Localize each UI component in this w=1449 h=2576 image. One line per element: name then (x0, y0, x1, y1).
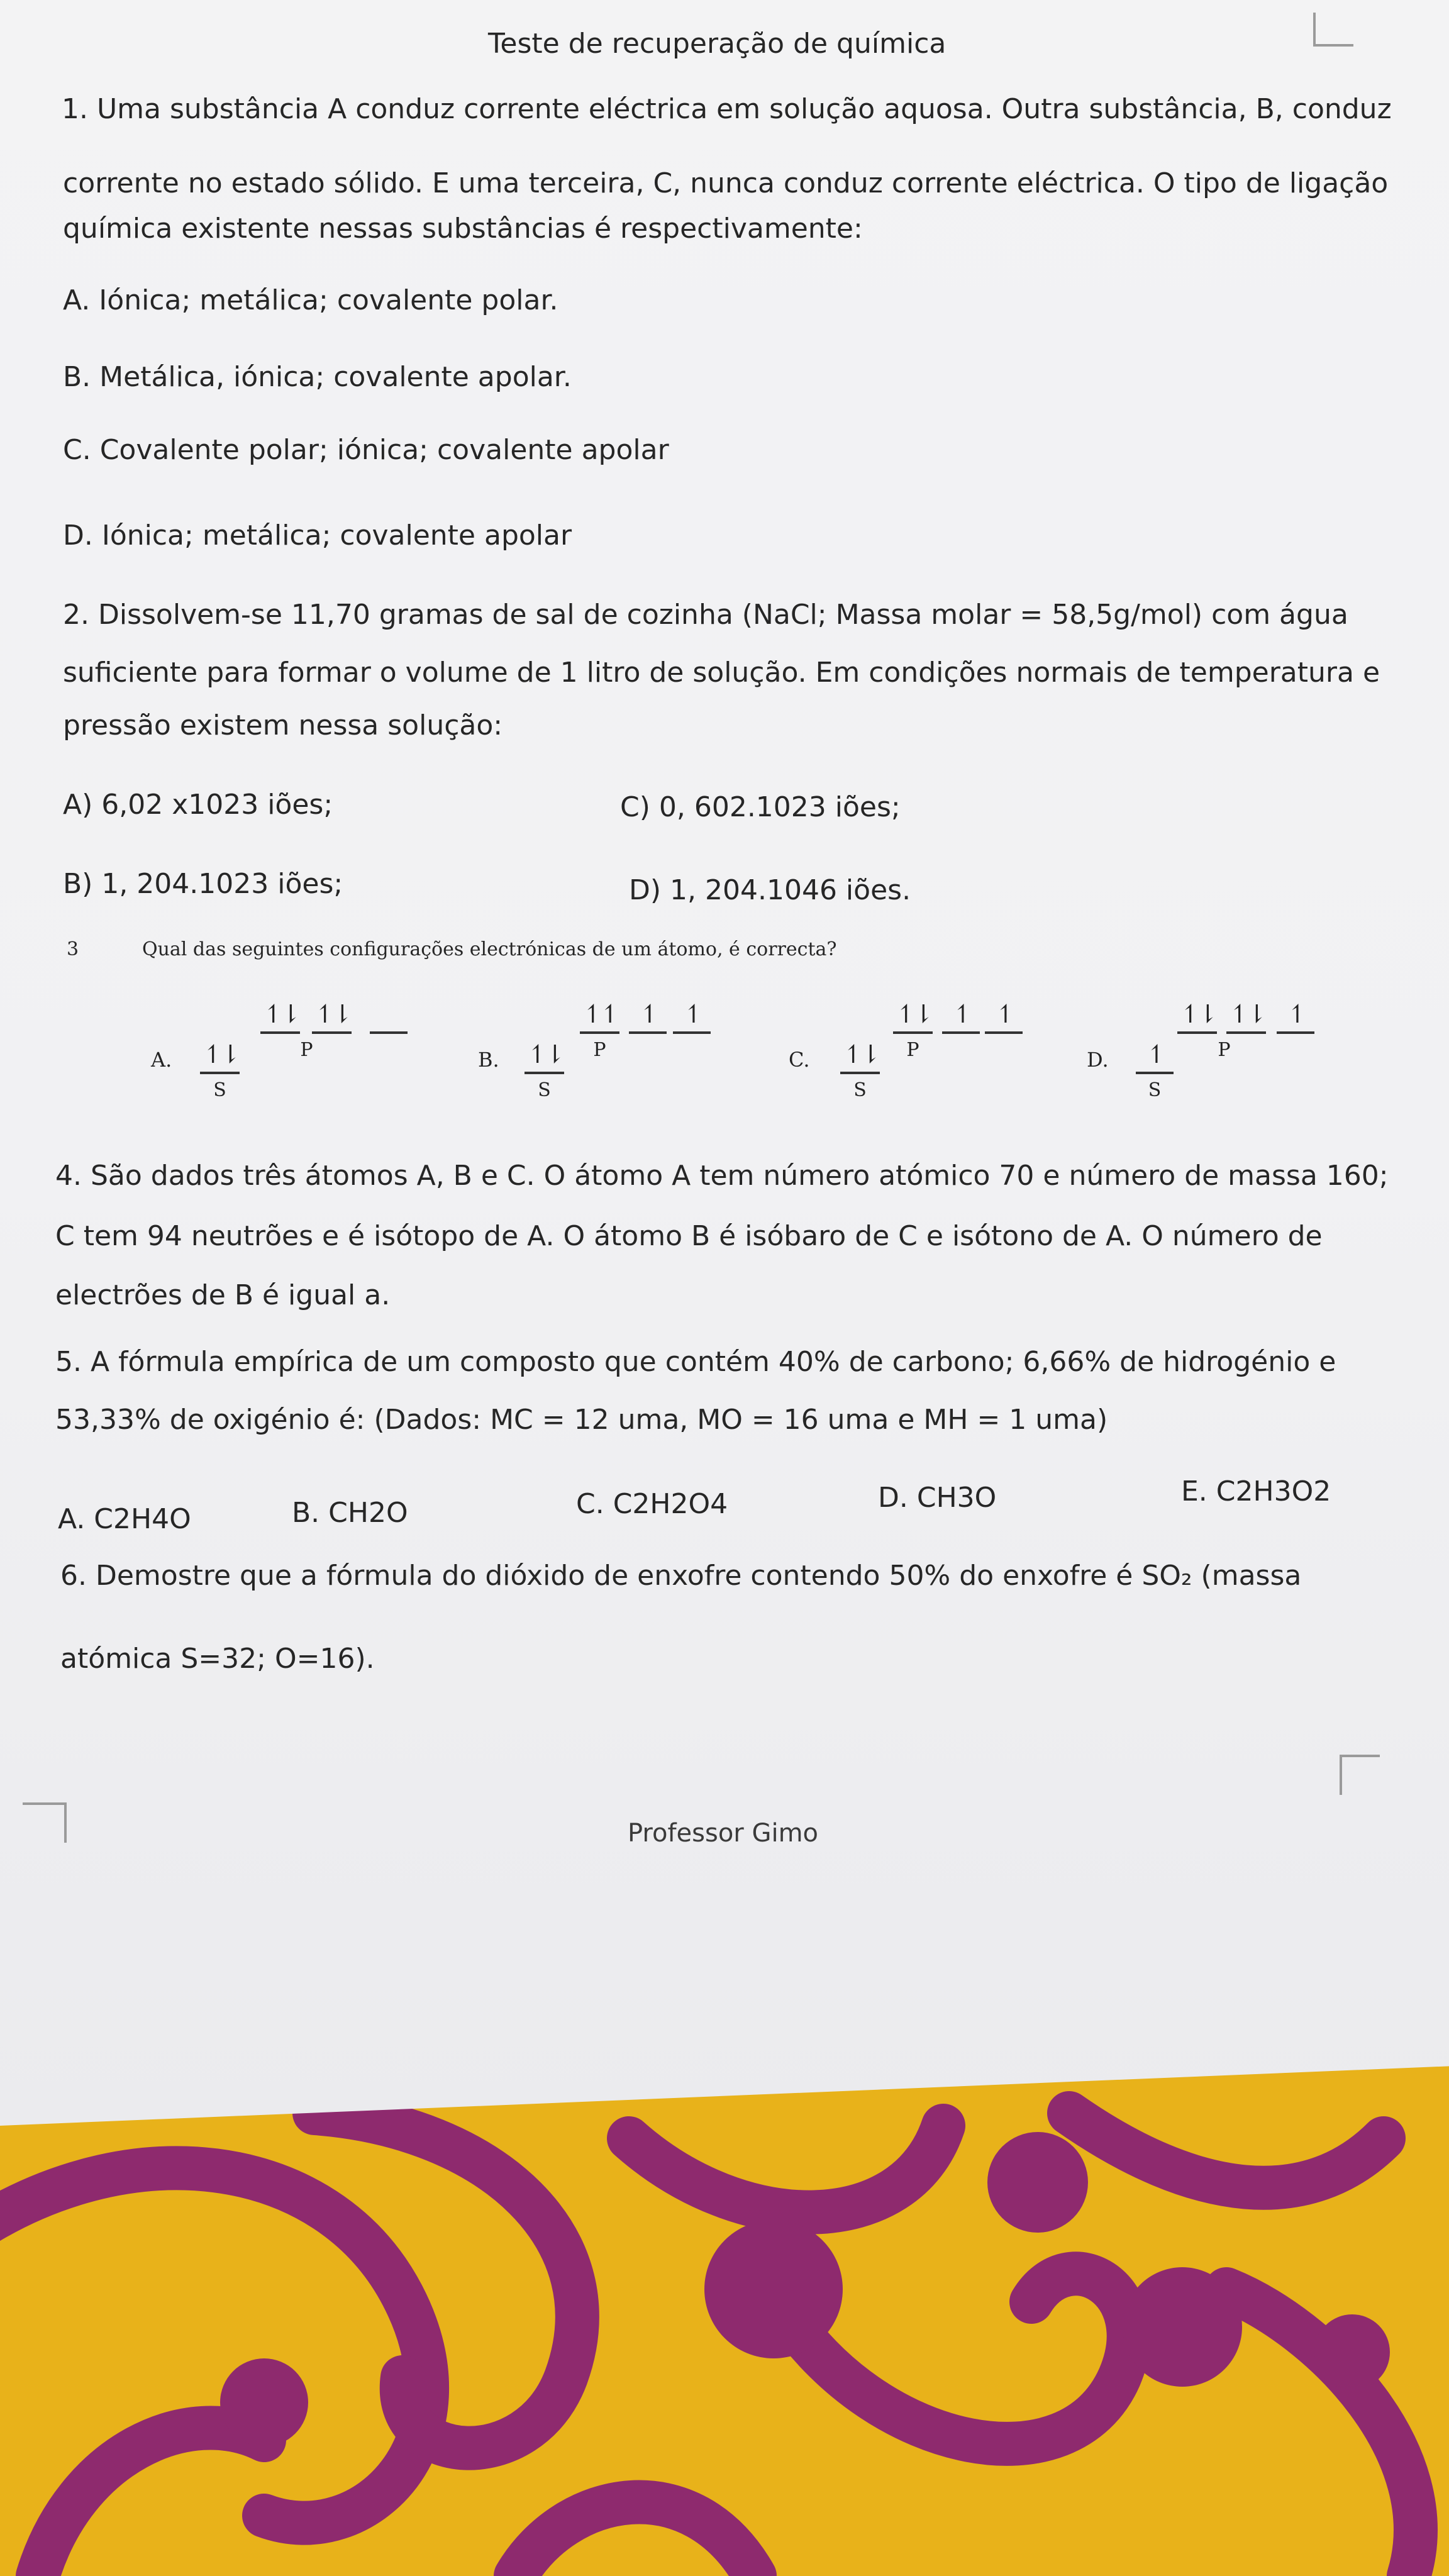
q3-d-s-box (1136, 1040, 1174, 1101)
p-label: P (300, 1039, 313, 1061)
q3-option-b-label: B. (478, 1048, 499, 1072)
q3-option-a-label: A. (151, 1048, 172, 1072)
q2-option-b: B) 1, 204.1023 iões; (63, 868, 343, 900)
q3-d-p3-arrows: ↿ (1277, 1000, 1314, 1034)
q2-line3: pressão existem nessa solução: (63, 709, 503, 741)
q3-b-p1-arrows: ↿↿ (580, 1000, 619, 1034)
q5-option-c: C. C2H2O4 (576, 1488, 728, 1520)
q3-c-p1-box (893, 1000, 933, 1061)
p-label: P (906, 1039, 919, 1061)
q3-a-s-arrows: ↿⇂ (200, 1040, 240, 1074)
s-label: S (1148, 1079, 1162, 1101)
q3-b-p2-box (629, 1000, 667, 1034)
s-label: S (853, 1079, 867, 1101)
q3-d-p1-arrows: ↿⇂ (1177, 1000, 1217, 1034)
q3-b-s-arrows: ↿⇂ (525, 1040, 564, 1074)
q3-c-p3-box (985, 1000, 1023, 1034)
q3-c-p2-arrows: ↿ (942, 1000, 980, 1034)
q1-option-b: B. Metálica, iónica; covalente apolar. (63, 361, 572, 393)
q6-line2: atómica S=32; O=16). (60, 1643, 375, 1675)
q3-a-p1-arrows: ↿⇂ (260, 1000, 300, 1034)
q5-option-b: B. CH2O (292, 1497, 408, 1529)
q3-b-p3-arrows: ↿ (673, 1000, 711, 1034)
q3-d-p2-arrows: ↿⇂ (1226, 1000, 1266, 1034)
q3-number: 3 (67, 938, 79, 960)
q1-line1: 1. Uma substância A conduz corrente eléctrica em solução aquosa. Outra substância, B, conduz (62, 93, 1392, 125)
corner-mark (23, 1802, 67, 1843)
q3-c-p1-arrows: ↿⇂ (893, 1000, 933, 1034)
q3-c-p3-arrows: ↿ (985, 1000, 1023, 1034)
q3-a-p3-box (370, 1000, 408, 1036)
q1-line3: química existente nessas substâncias é respectivamente: (63, 213, 863, 245)
corner-mark (1313, 13, 1353, 47)
q3-d-p3-box (1277, 1000, 1314, 1034)
q3-a-p3-arrows (370, 1000, 408, 1034)
q3-a-s-box (200, 1040, 240, 1101)
q5-line1: 5. A fórmula empírica de um composto que contém 40% de carbono; 6,66% de hidrogénio e (55, 1346, 1336, 1378)
q3-b-p1-box (580, 1000, 619, 1061)
q5-option-d: D. CH3O (878, 1482, 997, 1514)
q1-option-c: C. Covalente polar; iónica; covalente apolar (63, 434, 669, 466)
q4-line3: electrões de B é igual a. (55, 1279, 391, 1311)
p-label: P (1218, 1039, 1231, 1061)
p-label: P (593, 1039, 606, 1061)
q3-c-s-arrows: ↿⇂ (840, 1040, 880, 1074)
q3-b-s-box (525, 1040, 564, 1101)
q6-line1: 6. Demostre que a fórmula do dióxido de enxofre contendo 50% do enxofre é SO₂ (massa (60, 1560, 1302, 1592)
q5-option-a: A. C2H4O (58, 1503, 191, 1535)
signature: Professor Gimo (628, 1819, 819, 1848)
q2-line2: suficiente para formar o volume de 1 litro de solução. Em condições normais de temperatura e (63, 657, 1380, 689)
q3-option-c-label: C. (789, 1048, 810, 1072)
q3-a-p2-arrows: ↿⇂ (312, 1000, 352, 1034)
q2-option-a: A) 6,02 x1023 iões; (63, 789, 333, 821)
q3-d-p2-box (1218, 1000, 1266, 1061)
q3-c-s-box (840, 1040, 880, 1101)
q3-b-p3-box (673, 1000, 711, 1034)
q1-line2: corrente no estado sólido. E uma terceira, C, nunca conduz corrente eléctrica. O tipo de ligação (63, 167, 1389, 199)
q3-a-p1-box (260, 1000, 300, 1034)
page-title: Teste de recuperação de química (488, 28, 947, 60)
corner-mark (1340, 1755, 1380, 1795)
q2-line1: 2. Dissolvem-se 11,70 gramas de sal de cozinha (NaCl; Massa molar = 58,5g/mol) com água (63, 599, 1348, 631)
q5-option-e: E. C2H3O2 (1181, 1475, 1331, 1507)
q3-a-p2-box (300, 1000, 352, 1061)
q2-option-c: C) 0, 602.1023 iões; (620, 791, 901, 823)
q3-b-p2-arrows: ↿ (629, 1000, 667, 1034)
q1-option-a: A. Iónica; metálica; covalente polar. (63, 284, 558, 316)
q1-option-d: D. Iónica; metálica; covalente apolar (63, 519, 572, 552)
q3-option-d-label: D. (1087, 1048, 1109, 1072)
q3-d-p1-box (1177, 1000, 1217, 1034)
q4-line1: 4. São dados três átomos A, B e C. O átomo A tem número atómico 70 e número de massa 160; (55, 1160, 1389, 1192)
q3-d-s-arrows: ↿ (1136, 1040, 1174, 1074)
q3-c-p2-box (942, 1000, 980, 1034)
q5-line2: 53,33% de oxigénio é: (Dados: MC = 12 uma, MO = 16 uma e MH = 1 uma) (55, 1404, 1108, 1436)
s-label: S (213, 1079, 226, 1101)
q3-text: Qual das seguintes configurações electrónicas de um átomo, é correcta? (142, 938, 837, 960)
q2-option-d: D) 1, 204.1046 iões. (629, 874, 911, 906)
q4-line2: C tem 94 neutrões e é isótopo de A. O átomo B é isóbaro de C e isótono de A. O número de (55, 1220, 1323, 1252)
s-label: S (538, 1079, 551, 1101)
